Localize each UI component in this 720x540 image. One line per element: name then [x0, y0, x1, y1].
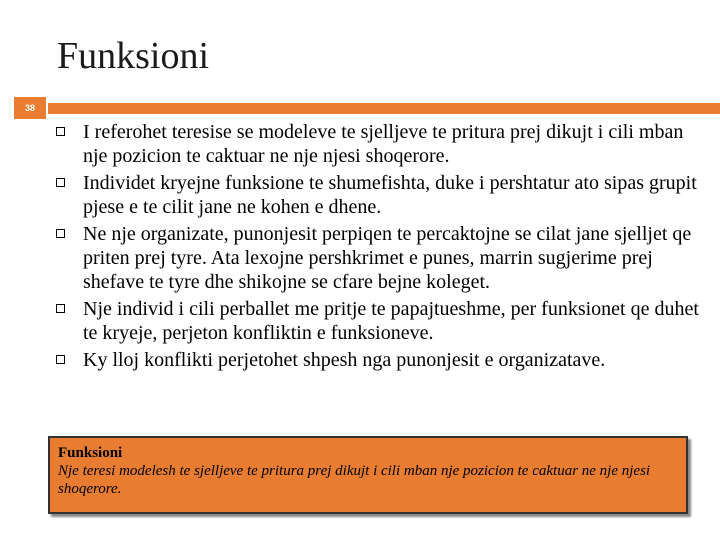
square-bullet-icon	[56, 127, 65, 136]
divider-line	[48, 103, 720, 114]
bullet-item	[50, 171, 710, 219]
bullet-text: I referohet teresise se modeleve te sjelljeve te pritura prej dikujt i cili mban nje pozicion te caktuar ne nje njesi shoqerore.	[83, 121, 684, 167]
bullet-item	[50, 120, 710, 168]
square-bullet-icon	[56, 229, 65, 238]
bullet-item	[50, 348, 710, 372]
bullet-item	[50, 297, 710, 345]
definition-callout	[48, 436, 688, 514]
bullet-item	[50, 222, 710, 294]
bullet-list	[50, 120, 710, 375]
bullet-text: Individet kryejne funksione te shumefishta, duke i pershtatur ato sipas grupit pjese e te cilit jane ne kohen e dhene.	[83, 172, 697, 218]
bullet-text: Ne nje organizate, punonjesit perpiqen te percaktojne se cilat jane sjelljet qe priten prej tyre. Ata lexojne pershkrimet e punes, marrin sugjerime prej shefave te tyre dhe shikojne se cfare bejne koleget.	[83, 223, 692, 293]
bullet-text: Nje individ i cili perballet me pritje te papajtueshme, per funksionet qe duhet te kryeje, perjeton konfliktin e funksioneve.	[83, 298, 699, 344]
square-bullet-icon	[56, 304, 65, 313]
bullet-text: Ky lloj konflikti perjetohet shpesh nga punonjesit e organizatave.	[83, 349, 606, 371]
callout-title: Funksioni	[58, 445, 123, 461]
slide-title: Funksioni	[57, 35, 210, 77]
square-bullet-icon	[56, 178, 65, 187]
callout-body: Nje teresi modelesh te sjelljeve te pritura prej dikujt i cili mban nje pozicion te caktuar ne nje njesi shoqerore.	[58, 463, 651, 497]
square-bullet-icon	[56, 355, 65, 364]
title-divider	[0, 97, 720, 119]
page-number: 38	[14, 97, 46, 119]
